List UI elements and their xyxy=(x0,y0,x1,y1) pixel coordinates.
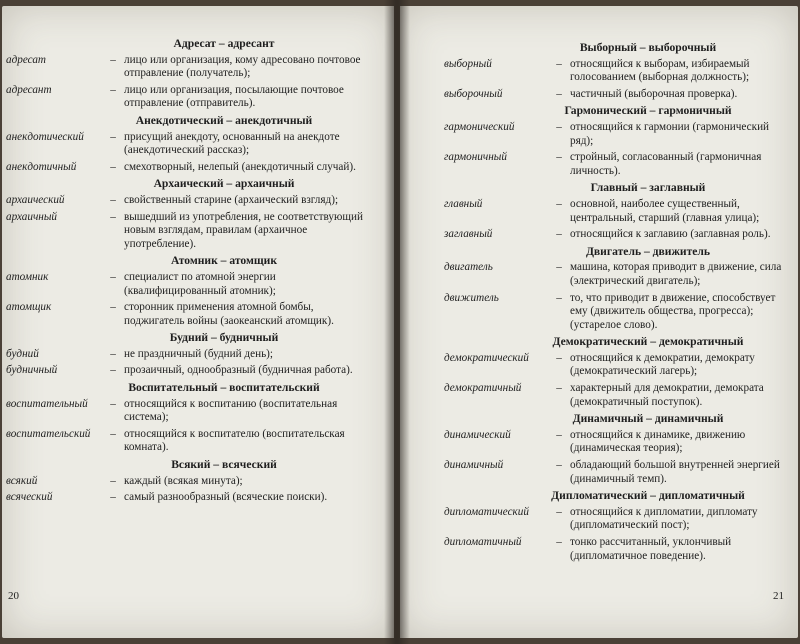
dictionary-entry xyxy=(6,475,372,489)
entry-definition: относящийся к гармонии (гармонический ряд); xyxy=(570,120,770,147)
entry-word: движитель xyxy=(444,291,499,304)
entry-definition: прозаичный, однообразный (будничная работа). xyxy=(124,364,353,377)
entry-word: дипломатичный xyxy=(444,536,522,548)
entry-definition: относящийся к воспитателю (воспитательская комната). xyxy=(124,427,345,454)
section-heading: Воспитательный – воспитательский xyxy=(128,381,320,395)
entry-word: выборный xyxy=(444,57,492,70)
dictionary-entry xyxy=(444,382,782,409)
right-page-content xyxy=(444,6,782,566)
section-heading: Гармонический – гармоничный xyxy=(564,104,732,118)
entry-dash: – xyxy=(110,270,116,283)
section-heading: Будний – будничный xyxy=(169,331,279,345)
entry-dash: – xyxy=(110,427,116,440)
entry-definition: относящийся к дипломатии, дипломату (дипломатический пост); xyxy=(570,505,758,532)
dictionary-entry xyxy=(6,131,372,158)
entry-definition: относящийся к воспитанию (воспитательная система); xyxy=(124,397,338,424)
entry-dash: – xyxy=(556,261,562,274)
entry-definition: тонко рассчитанный, уклончивый (дипломатичное поведение). xyxy=(570,536,732,562)
entry-definition: частичный (выборочная проверка). xyxy=(570,87,738,100)
entry-word: архаичный xyxy=(6,210,58,223)
section-heading: Анекдотический – анекдотичный xyxy=(135,113,313,127)
entry-word: заглавный xyxy=(444,228,493,241)
entry-word: адресант xyxy=(6,83,52,96)
dictionary-entry xyxy=(6,194,372,208)
dictionary-entry xyxy=(6,491,372,505)
section-heading: Двигатель – движитель xyxy=(585,244,711,258)
entry-dash: – xyxy=(110,491,116,504)
entry-definition: основной, наиболее существенный, центральный, старший (главная улица); xyxy=(570,197,760,224)
entry-definition: смехотворный, нелепый (анекдотичный случай). xyxy=(124,160,356,173)
entry-dash: – xyxy=(556,536,562,548)
entry-word: динамичный xyxy=(444,459,504,472)
entry-word: архаический xyxy=(6,193,65,206)
entry-word: дипломатический xyxy=(444,505,529,518)
entry-definition: относящийся к выборам, избираемый голосованием (выборная должность); xyxy=(570,57,750,84)
section-heading: Всякий – всяческий xyxy=(171,458,277,472)
entry-dash: – xyxy=(110,364,116,377)
entry-word: будничный xyxy=(6,364,58,377)
entry-dash: – xyxy=(110,83,116,96)
entry-definition: специалист по атомной энергии (квалифицированный атомник); xyxy=(124,270,276,297)
dictionary-entry xyxy=(6,54,372,81)
dictionary-entry xyxy=(444,261,782,288)
entry-word: будний xyxy=(6,347,39,360)
dictionary-entry xyxy=(444,536,782,563)
entry-dash: – xyxy=(110,210,116,223)
entry-definition: каждый (всякая минута); xyxy=(124,474,243,487)
entry-definition: характерный для демократии, демократа (демократичный поступок). xyxy=(570,382,764,408)
dictionary-entry xyxy=(6,428,372,455)
entry-definition: относящийся к заглавию (заглавная роль). xyxy=(570,228,771,241)
entry-dash: – xyxy=(556,87,562,100)
entry-definition: вышедший из употребления, не соответствующий новым взглядам, правилам (архаичное употребление). xyxy=(124,210,363,250)
entry-dash: – xyxy=(110,53,116,66)
entry-word: гармоничный xyxy=(444,151,507,164)
entry-word: демократический xyxy=(444,351,529,364)
entry-word: всякий xyxy=(6,474,38,487)
entry-word: динамический xyxy=(444,428,511,441)
dictionary-entry xyxy=(444,228,782,242)
section-heading: Дипломатический – дипломатичный xyxy=(551,489,745,503)
left-page-content xyxy=(6,6,372,508)
dictionary-entry xyxy=(6,348,372,362)
entry-definition: не праздничный (будний день); xyxy=(124,347,274,360)
page-number-left: 20 xyxy=(8,590,19,602)
entry-word: выборочный xyxy=(444,87,503,100)
dictionary-entry xyxy=(444,506,782,533)
entry-definition: самый разнообразный (всяческие поиски). xyxy=(124,491,328,504)
entry-definition: лицо или организация, кому адресовано почтовое отправление (получатель); xyxy=(124,53,361,80)
entry-word: анекдотический xyxy=(6,130,84,143)
entry-definition: машина, которая приводит в движение, сила (электрический двигатель); xyxy=(570,261,782,287)
section-heading: Динамичный – динамичный xyxy=(572,412,724,426)
dictionary-entry xyxy=(444,58,782,85)
entry-word: воспитательский xyxy=(6,427,91,440)
section-heading: Главный – заглавный xyxy=(590,181,706,195)
entry-dash: – xyxy=(110,301,116,314)
entry-word: всяческий xyxy=(6,491,53,504)
entry-dash: – xyxy=(556,459,562,472)
entry-dash: – xyxy=(110,130,116,143)
page-number-right: 21 xyxy=(773,590,784,602)
entry-dash: – xyxy=(110,347,116,360)
entry-word: анекдотичный xyxy=(6,160,77,173)
section-heading: Выборный – выборочный xyxy=(579,41,717,54)
right-page xyxy=(400,6,798,638)
entry-dash: – xyxy=(556,151,562,164)
dictionary-entry xyxy=(444,121,782,148)
entry-definition: лицо или организация, посылающие почтовое отправление (отправитель). xyxy=(124,83,344,110)
entry-dash: – xyxy=(556,351,562,364)
entry-dash: – xyxy=(556,197,562,210)
dictionary-entry xyxy=(6,398,372,425)
dictionary-entry xyxy=(444,429,782,456)
section-heading: Атомник – атомщик xyxy=(170,254,278,268)
entry-dash: – xyxy=(556,428,562,441)
section-heading: Адресат – адресант xyxy=(173,37,275,50)
entry-word: главный xyxy=(444,197,483,210)
dictionary-entry xyxy=(6,84,372,111)
entry-word: воспитательный xyxy=(6,397,88,410)
dictionary-entry xyxy=(444,88,782,102)
dictionary-entry xyxy=(6,161,372,175)
book-gutter xyxy=(384,0,410,644)
entry-definition: присущий анекдоту, основанный на анекдоте (анекдотический рассказ); xyxy=(124,130,340,157)
entry-word: двигатель xyxy=(444,261,493,274)
entry-definition: то, что приводит в движение, способствует ему (движитель общества, прогресса); (устарелое слово). xyxy=(570,291,776,331)
dictionary-entry xyxy=(444,459,782,486)
entry-dash: – xyxy=(110,193,116,206)
entry-word: гармонический xyxy=(444,120,515,133)
dictionary-entry xyxy=(444,198,782,225)
entry-dash: – xyxy=(556,228,562,241)
entry-definition: относящийся к демократии, демократу (демократический лагерь); xyxy=(570,351,755,378)
dictionary-entry xyxy=(444,292,782,333)
entry-definition: свойственный старине (архаический взгляд); xyxy=(124,193,339,206)
entry-dash: – xyxy=(556,505,562,518)
entry-dash: – xyxy=(110,160,116,173)
dictionary-entry xyxy=(6,301,372,328)
entry-dash: – xyxy=(556,57,562,70)
dictionary-entry xyxy=(6,211,372,252)
entry-dash: – xyxy=(110,397,116,410)
entry-dash: – xyxy=(556,382,562,395)
entry-definition: относящийся к динамике, движению (динамическая теория); xyxy=(570,428,746,455)
entry-dash: – xyxy=(110,474,116,487)
entry-word: адресат xyxy=(6,53,47,66)
entry-word: атомник xyxy=(6,270,49,283)
dictionary-entry xyxy=(6,271,372,298)
entry-word: демократичный xyxy=(444,382,522,395)
left-page xyxy=(2,6,394,638)
entry-dash: – xyxy=(556,291,562,304)
entry-definition: стройный, согласованный (гармоничная личность). xyxy=(570,151,762,177)
dictionary-entry xyxy=(6,364,372,378)
entry-word: атомщик xyxy=(6,301,52,314)
entry-dash: – xyxy=(556,120,562,133)
section-heading: Архаический – архаичный xyxy=(153,177,295,191)
dictionary-entry xyxy=(444,352,782,379)
dictionary-entry xyxy=(444,151,782,178)
section-heading: Демократический – демократичный xyxy=(552,335,744,349)
entry-definition: сторонник применения атомной бомбы, поджигатель войны (заокеанский атомщик). xyxy=(124,301,334,327)
entry-definition: обладающий большой внутренней энергией (динамичный темп). xyxy=(570,459,780,485)
